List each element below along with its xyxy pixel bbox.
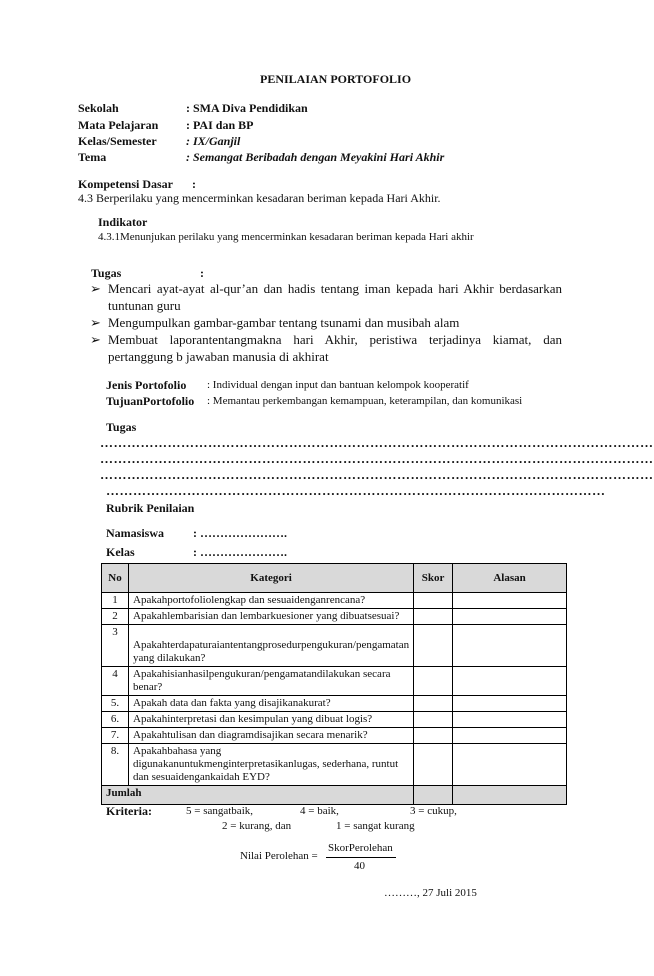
header-no: No bbox=[102, 564, 129, 593]
dotted-line: …………………………………………………………………………………………………………… bbox=[100, 435, 654, 450]
row-alasan-cell[interactable] bbox=[453, 728, 567, 744]
row-skor-cell[interactable] bbox=[414, 609, 453, 625]
nilai-denominator: 40 bbox=[354, 860, 365, 872]
row-kategori: Apakahinterpretasi dan kesimpulan yang dibuat logis? bbox=[129, 712, 414, 728]
row-skor-cell[interactable] bbox=[414, 625, 453, 667]
list-item: ➢ Mengumpulkan gambar-gambar tentang tsunami dan musibah alam bbox=[90, 315, 460, 330]
row-alasan-cell[interactable] bbox=[453, 696, 567, 712]
info-label-kelas: Kelas/Semester bbox=[78, 134, 157, 148]
dotted-line: …………………………………………………………………………………………………………… bbox=[100, 467, 654, 482]
header-alasan: Alasan bbox=[453, 564, 567, 593]
row-alasan-cell[interactable] bbox=[453, 625, 567, 667]
row-kategori: Apakah data dan fakta yang disajikanakurat? bbox=[129, 696, 414, 712]
row-no: 4 bbox=[102, 667, 129, 696]
arrow-bullet-icon: ➢ bbox=[90, 281, 101, 296]
row-skor-cell[interactable] bbox=[414, 593, 453, 609]
tugas-list bbox=[90, 280, 562, 365]
date-line: ………, 27 Juli 2015 bbox=[384, 887, 477, 899]
tugas-label: Tugas bbox=[91, 266, 122, 280]
row-skor-cell[interactable] bbox=[414, 728, 453, 744]
kriteria-1: 1 = sangat kurang bbox=[336, 820, 415, 832]
page-title: PENILAIAN PORTOFOLIO bbox=[260, 72, 412, 86]
table-row bbox=[102, 696, 567, 712]
info-value-kelas: : IX/Ganjil bbox=[186, 134, 241, 148]
info-label-mapel: Mata Pelajaran bbox=[78, 118, 159, 132]
row-skor-cell[interactable] bbox=[414, 667, 453, 696]
info-value-tema: : Semangat Beribadah dengan Meyakini Hari Akhir bbox=[186, 150, 445, 164]
row-skor-cell[interactable] bbox=[414, 712, 453, 728]
list-item: ➢ Membuat laporantentangmakna hari Akhir, peristiwa terjadinya kiamat, dan pertanggung b jawaban manusia di akhirat bbox=[90, 332, 562, 364]
row-kategori: Apakahisianhasilpengukuran/pengamatandilakukan secara benar? bbox=[129, 667, 414, 696]
fraction-line bbox=[326, 857, 396, 858]
row-no: 2 bbox=[102, 609, 129, 625]
info-label-tema: Tema bbox=[78, 150, 107, 164]
jumlah-label: Jumlah bbox=[102, 786, 414, 805]
row-no: 3 bbox=[102, 625, 129, 667]
dotted-line: ………………………………………………………………………………………………… bbox=[106, 483, 606, 498]
jenis-portofolio-label: Jenis Portofolio bbox=[106, 378, 187, 392]
row-no: 1 bbox=[102, 593, 129, 609]
row-alasan-cell[interactable] bbox=[453, 744, 567, 786]
info-value-sekolah: : SMA Diva Pendidikan bbox=[186, 101, 308, 115]
jumlah-skor-cell[interactable] bbox=[414, 786, 453, 805]
row-alasan-cell[interactable] bbox=[453, 609, 567, 625]
kriteria-label: Kriteria: bbox=[106, 804, 152, 818]
kelas-label: Kelas bbox=[106, 545, 135, 559]
row-no: 7. bbox=[102, 728, 129, 744]
kompetensi-label: Kompetensi Dasar bbox=[78, 177, 173, 191]
rubrik-title: Rubrik Penilaian bbox=[106, 501, 195, 515]
table-row bbox=[102, 712, 567, 728]
jumlah-alasan-cell[interactable] bbox=[453, 786, 567, 805]
tugas-colon: : bbox=[200, 266, 204, 280]
table-row bbox=[102, 625, 567, 667]
info-value-mapel: : PAI dan BP bbox=[186, 118, 254, 132]
table-row bbox=[102, 728, 567, 744]
nama-siswa-value: : …………………. bbox=[193, 526, 287, 540]
jenis-portofolio-value: : Individual dengan input dan bantuan kelompok kooperatif bbox=[207, 379, 469, 391]
arrow-bullet-icon: ➢ bbox=[90, 332, 101, 347]
tujuan-portofolio-label: TujuanPortofolio bbox=[106, 394, 195, 408]
row-no: 5. bbox=[102, 696, 129, 712]
nama-siswa-label: Namasiswa bbox=[106, 526, 165, 540]
row-kategori: Apakahlembarisian dan lembarkuesioner yang dibuatsesuai? bbox=[129, 609, 414, 625]
header-kategori: Kategori bbox=[129, 564, 414, 593]
row-kategori: Apakahterdapaturaiantentangprosedurpengukuran/pengamatan yang dilakukan? bbox=[129, 625, 414, 667]
indikator-text: 4.3.1Menunjukan perilaku yang mencerminkan kesadaran beriman kepada Hari akhir bbox=[98, 231, 474, 243]
nilai-label: Nilai Perolehan = bbox=[240, 850, 318, 862]
row-no: 8. bbox=[102, 744, 129, 786]
arrow-bullet-icon: ➢ bbox=[90, 315, 101, 330]
nilai-numerator: SkorPerolehan bbox=[328, 842, 393, 854]
info-label-sekolah: Sekolah bbox=[78, 101, 119, 115]
kompetensi-text: 4.3 Berperilaku yang mencerminkan kesadaran beriman kepada Hari Akhir. bbox=[78, 191, 441, 205]
row-alasan-cell[interactable] bbox=[453, 712, 567, 728]
table-header-row bbox=[102, 564, 567, 593]
row-kategori: Apakahbahasa yang digunakanuntukmenginterpretasikanlugas, sederhana, runtut dan sesuaidengankaidah EYD? bbox=[129, 744, 414, 786]
kriteria-4: 4 = baik, bbox=[300, 805, 339, 817]
row-skor-cell[interactable] bbox=[414, 696, 453, 712]
rubric-table bbox=[101, 563, 567, 805]
indikator-label: Indikator bbox=[98, 215, 148, 229]
table-row bbox=[102, 593, 567, 609]
row-skor-cell[interactable] bbox=[414, 744, 453, 786]
table-row bbox=[102, 744, 567, 786]
kriteria-5: 5 = sangatbaik, bbox=[186, 805, 253, 817]
tugas2-label: Tugas bbox=[106, 420, 137, 434]
list-item: ➢ Mencari ayat-ayat al-qur’an dan hadis tentang iman kepada hari Akhir berdasarkan tuntunan guru bbox=[90, 281, 562, 313]
kriteria-2: 2 = kurang, dan bbox=[222, 820, 292, 832]
table-row bbox=[102, 609, 567, 625]
kompetensi-colon: : bbox=[192, 177, 196, 191]
tujuan-portofolio-value: : Memantau perkembangan kemampuan, keterampilan, dan komunikasi bbox=[207, 395, 523, 407]
row-kategori: Apakahportofoliolengkap dan sesuaidenganrencana? bbox=[129, 593, 414, 609]
row-kategori: Apakahtulisan dan diagramdisajikan secara menarik? bbox=[129, 728, 414, 744]
kelas-value: : …………………. bbox=[193, 545, 287, 559]
row-alasan-cell[interactable] bbox=[453, 667, 567, 696]
row-no: 6. bbox=[102, 712, 129, 728]
header-skor: Skor bbox=[414, 564, 453, 593]
table-total-row bbox=[102, 786, 567, 805]
row-alasan-cell[interactable] bbox=[453, 593, 567, 609]
kriteria-3: 3 = cukup, bbox=[410, 805, 457, 817]
table-row bbox=[102, 667, 567, 696]
dotted-line: …………………………………………………………………………………………………………… bbox=[100, 451, 654, 466]
